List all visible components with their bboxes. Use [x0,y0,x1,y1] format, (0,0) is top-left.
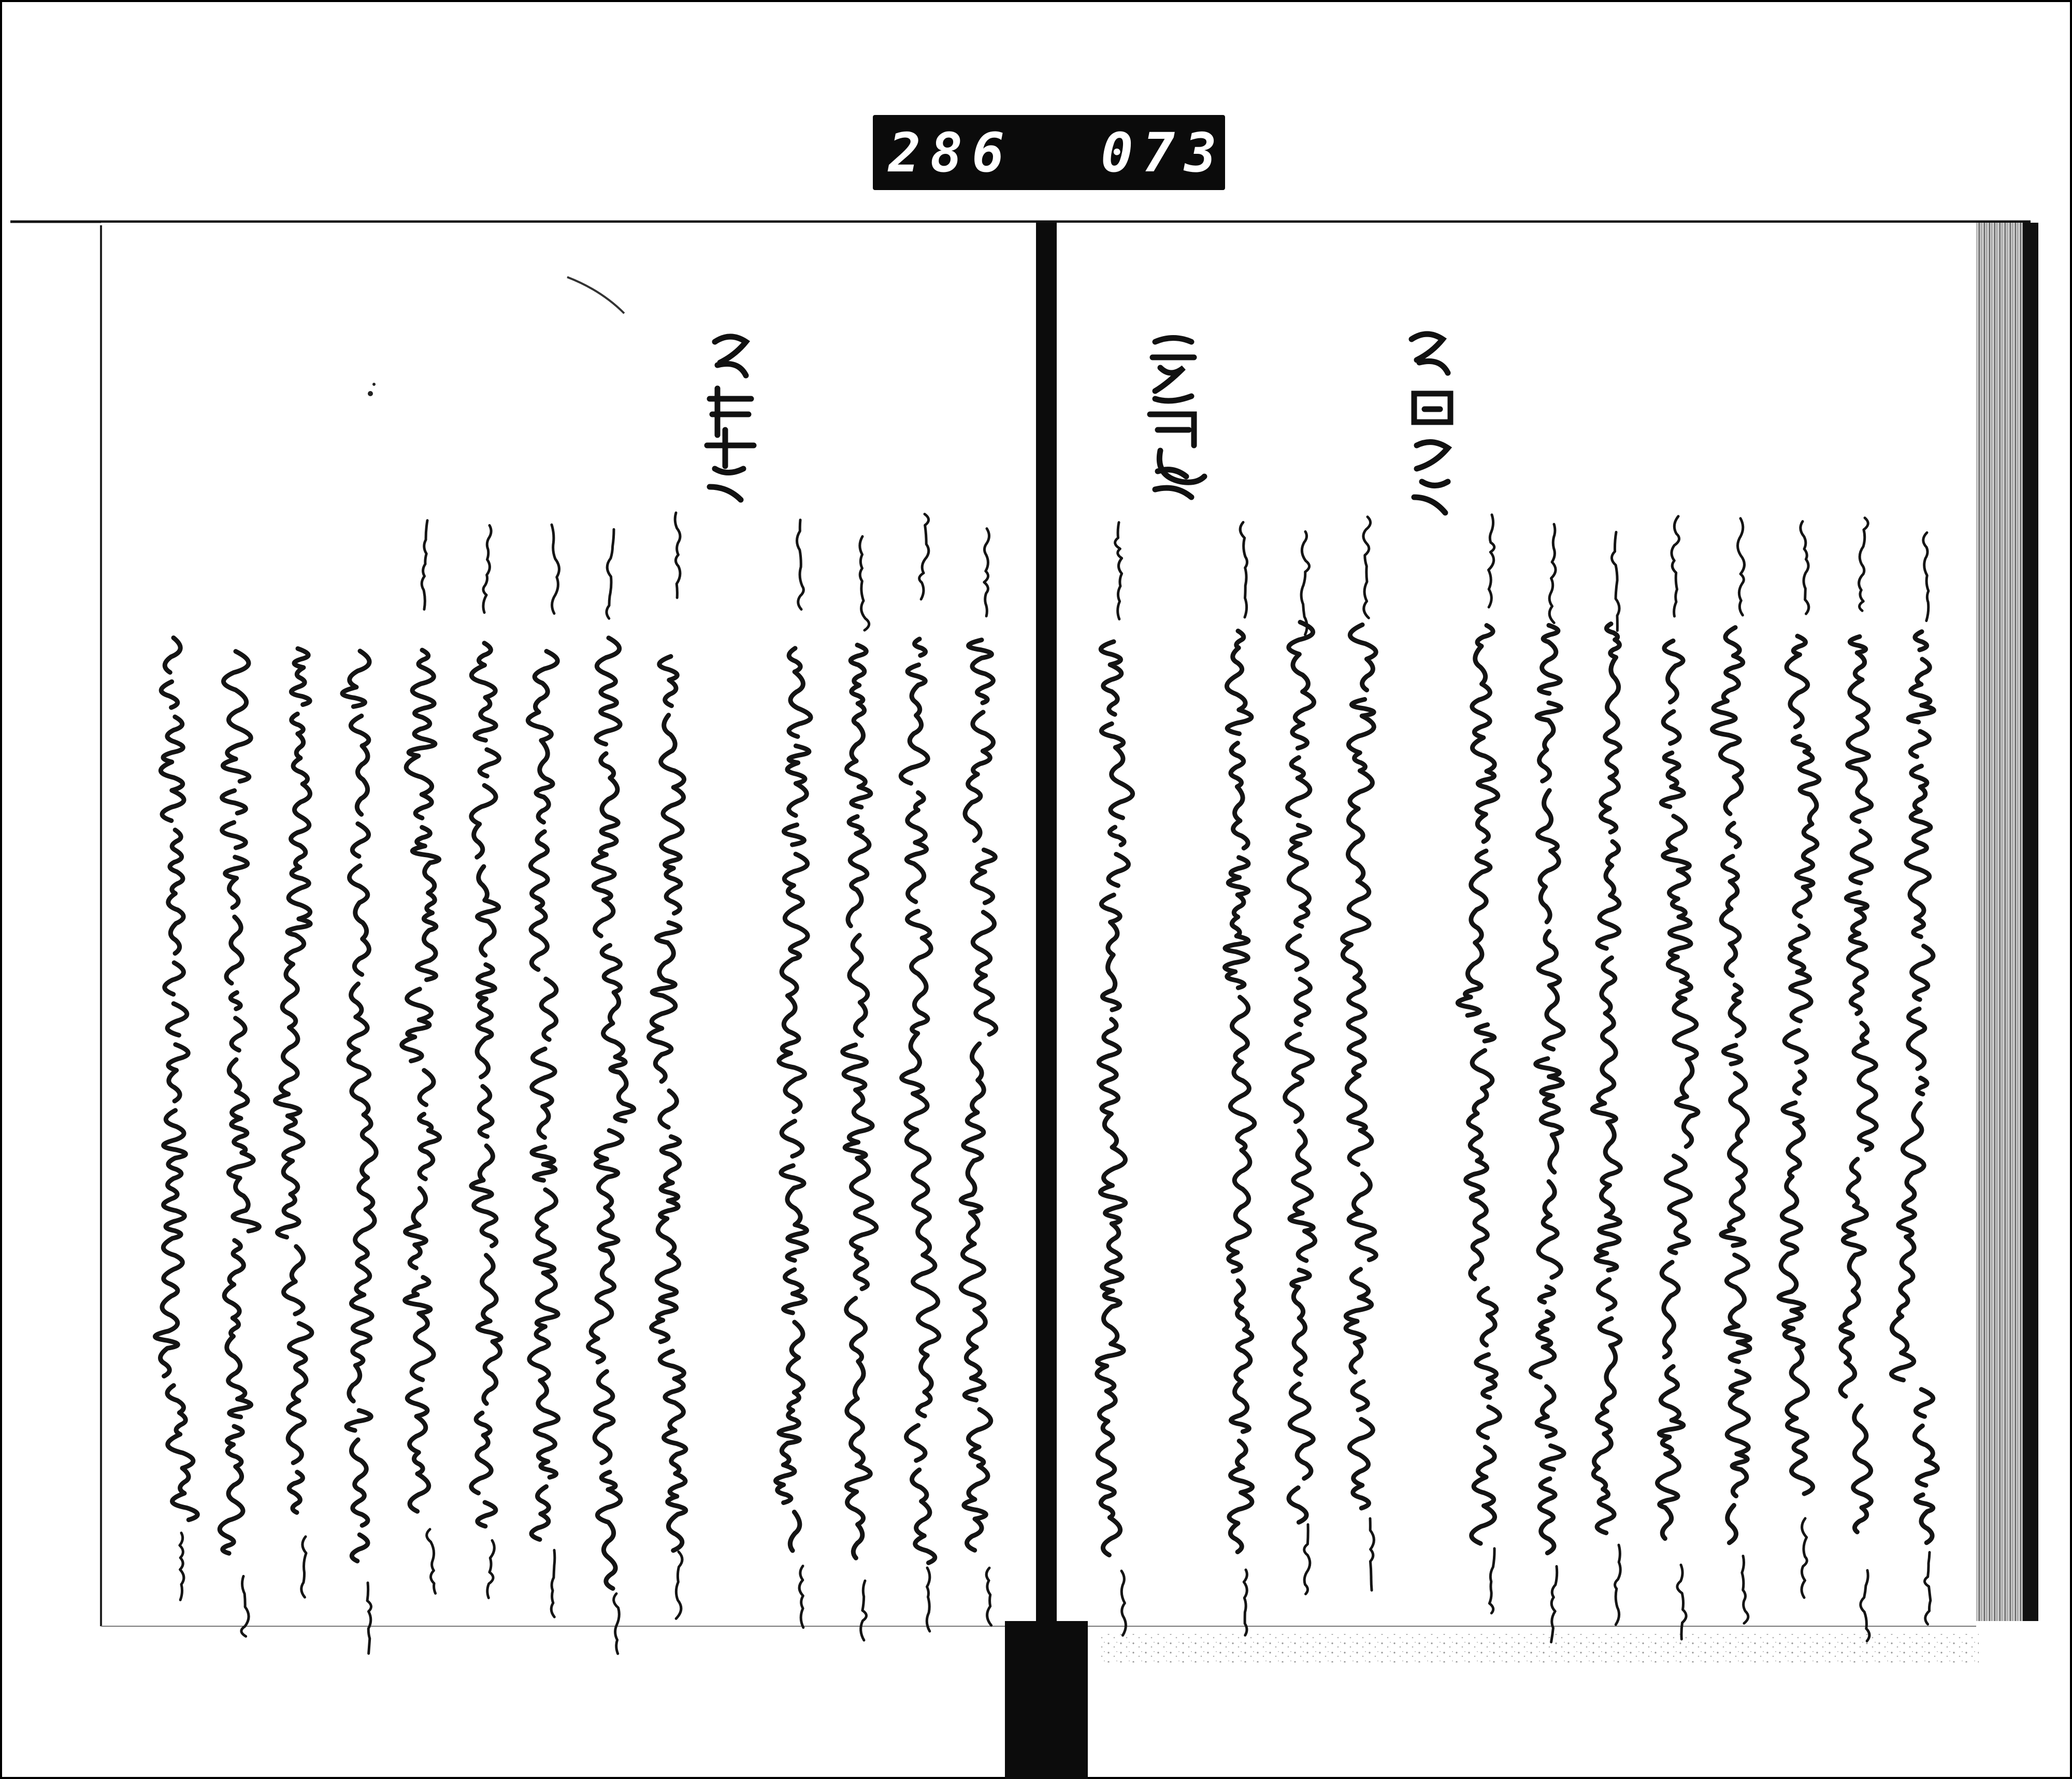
scan-speckle [1098,1634,1979,1662]
book-spine [1036,223,1057,1631]
reel-number: 286 [888,121,1014,184]
frame-number: 073. [1101,121,1268,184]
right-page [1052,223,2038,1631]
film-frame-counter [873,115,1268,190]
spine-clamp [1005,1621,1088,1779]
